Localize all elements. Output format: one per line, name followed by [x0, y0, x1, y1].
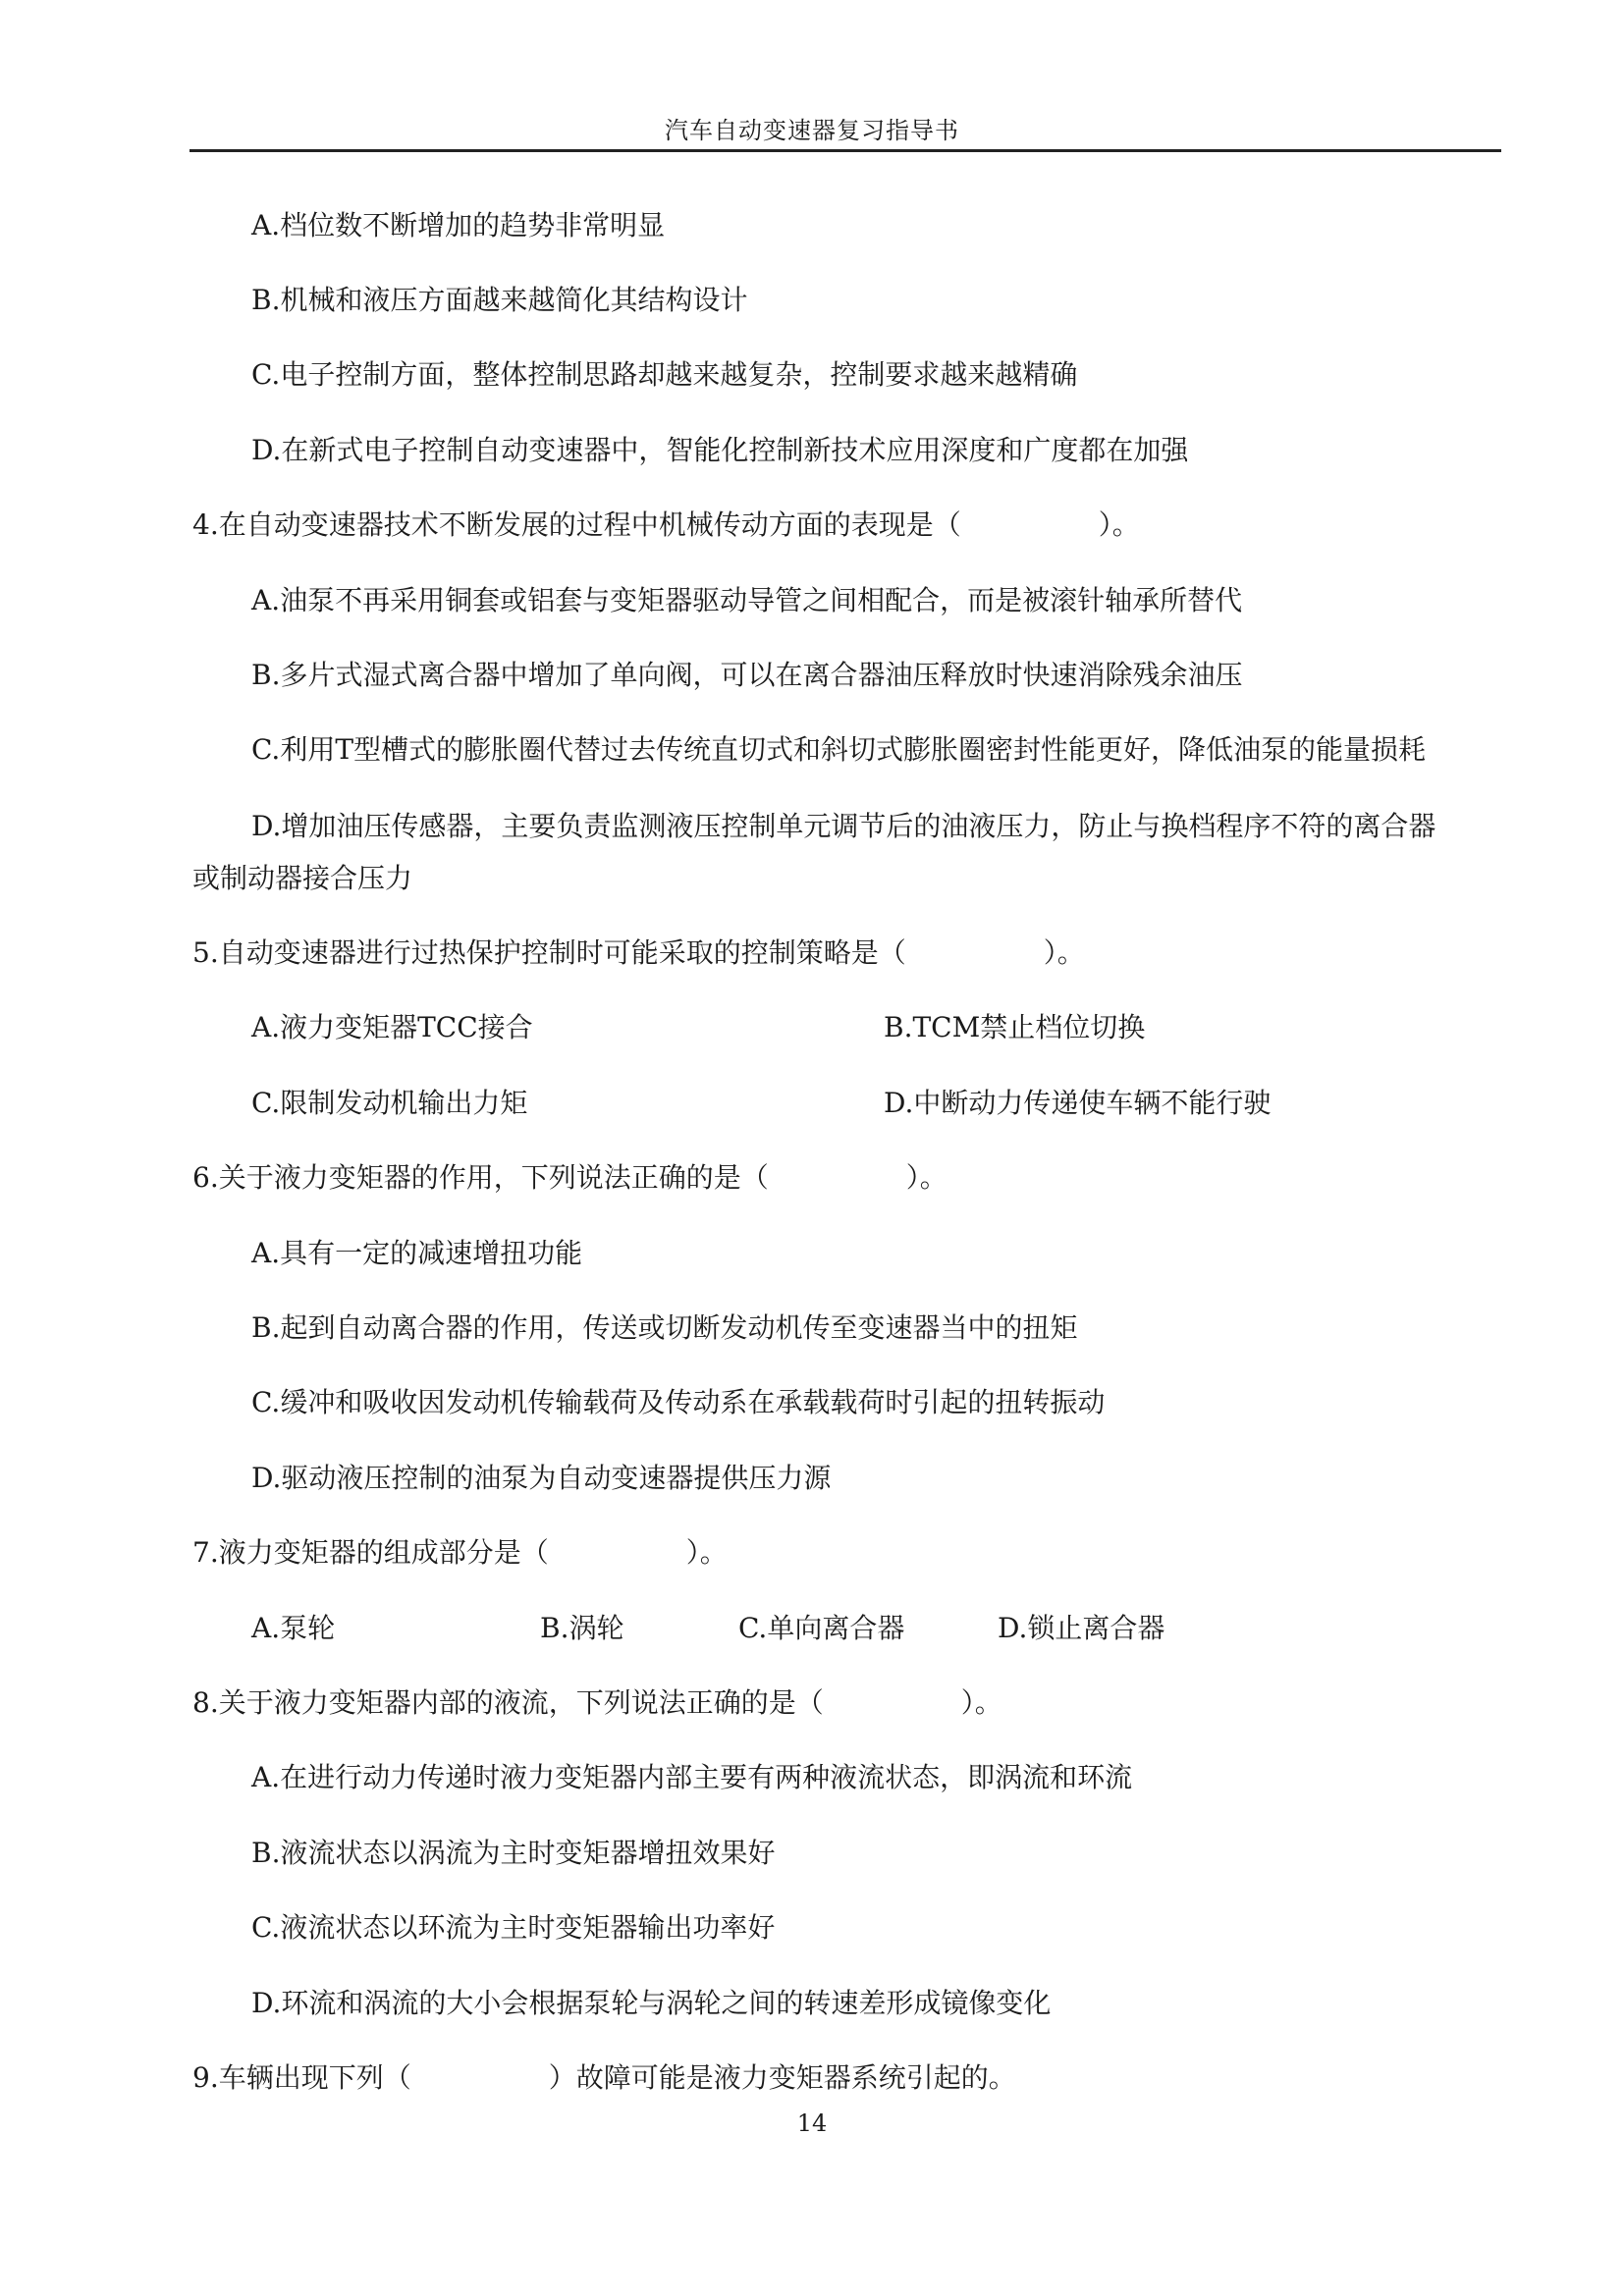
option-line: B.TCM禁止档位切换 [884, 1011, 1146, 1043]
option-line: D.增加油压传感器，主要负责监测液压控制单元调节后的油液压力，防止与换档程序不符的离合器 [251, 810, 1436, 842]
page-header-title: 汽车自动变速器复习指导书 [665, 117, 959, 144]
option-line: C.单向离合器 [738, 1612, 905, 1644]
option-line: A.泵轮 [251, 1612, 336, 1644]
option-line: B.多片式湿式离合器中增加了单向阀，可以在离合器油压释放时快速消除残余油压 [251, 659, 1243, 691]
option-line: A.档位数不断增加的趋势非常明显 [251, 209, 666, 241]
option-line: A.油泵不再采用铜套或铝套与变矩器驱动导管之间相配合，而是被滚针轴承所替代 [251, 584, 1243, 616]
option-line: A.在进行动力传递时液力变矩器内部主要有两种液流状态，即涡流和环流 [251, 1761, 1133, 1793]
option-line: B.机械和液压方面越来越简化其结构设计 [251, 284, 748, 316]
question-5: 5.自动变速器进行过热保护控制时可能采取的控制策略是（ ）。 [192, 936, 1085, 969]
option-line: B.涡轮 [540, 1612, 624, 1644]
question-7: 7.液力变矩器的组成部分是（ ）。 [192, 1536, 728, 1569]
header-divider [189, 149, 1501, 152]
option-line: A.具有一定的减速增扭功能 [251, 1237, 583, 1269]
option-line: C.液流状态以环流为主时变矩器输出功率好 [251, 1911, 776, 1944]
option-line: D.在新式电子控制自动变速器中，智能化控制新技术应用深度和广度都在加强 [251, 434, 1189, 466]
option-line: D.中断动力传递使车辆不能行驶 [884, 1087, 1272, 1119]
option-line: B.液流状态以涡流为主时变矩器增扭效果好 [251, 1837, 776, 1869]
option-line: C.利用T型槽式的膨胀圈代替过去传统直切式和斜切式膨胀圈密封性能更好，降低油泵的能量损耗 [251, 733, 1427, 766]
option-line: C.缓冲和吸收因发动机传输载荷及传动系在承载载荷时引起的扭转振动 [251, 1386, 1106, 1418]
option-line: D.环流和涡流的大小会根据泵轮与涡轮之间的转速差形成镜像变化 [251, 1987, 1052, 2019]
question-6: 6.关于液力变矩器的作用，下列说法正确的是（ ）。 [192, 1161, 947, 1194]
option-line: C.限制发动机输出力矩 [251, 1087, 528, 1119]
option-line: A.液力变矩器TCC接合 [251, 1011, 533, 1043]
page-number: 14 [796, 2109, 828, 2137]
option-line: D.锁止离合器 [998, 1612, 1165, 1644]
option-line: D.驱动液压控制的油泵为自动变速器提供压力源 [251, 1462, 832, 1494]
question-4: 4.在自动变速器技术不断发展的过程中机械传动方面的表现是（ ）。 [192, 508, 1140, 541]
question-8: 8.关于液力变矩器内部的液流，下列说法正确的是（ ）。 [192, 1686, 1002, 1719]
option-continuation: 或制动器接合压力 [192, 862, 413, 894]
option-line: B.起到自动离合器的作用，传送或切断发动机传至变速器当中的扭矩 [251, 1311, 1078, 1344]
question-9: 9.车辆出现下列（ ）故障可能是液力变矩器系统引起的。 [192, 2061, 1016, 2094]
option-line: C.电子控制方面，整体控制思路却越来越复杂，控制要求越来越精确 [251, 358, 1078, 391]
